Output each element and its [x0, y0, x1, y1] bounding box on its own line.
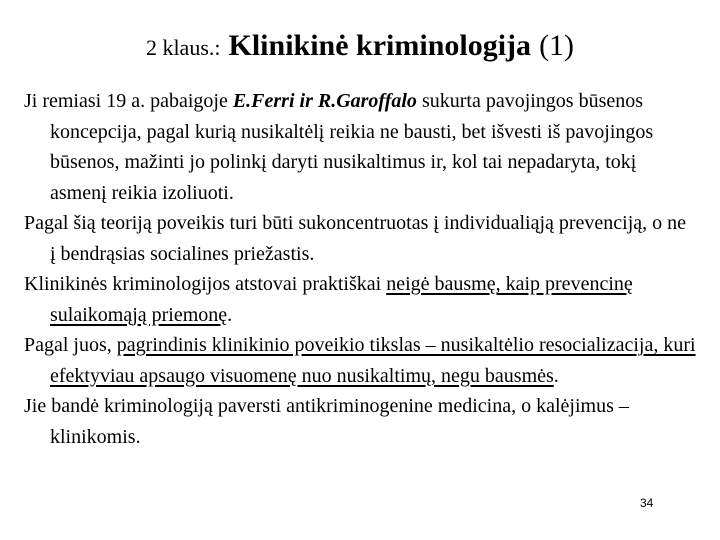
paragraph-3 — [24, 269, 696, 330]
paragraph-3-text-a: Klinikinės kriminologijos atstovai praktiškai — [24, 273, 387, 295]
paragraph-2: Pagal šią teoriją poveikis turi būti sukoncentruotas į individualiąją prevenciją, o ne į bendrąsias socialines priežastis. — [24, 212, 687, 265]
paragraph-3-text-c: . — [227, 303, 233, 326]
paragraph-3-underlined: neigė bausmę, kaip prevencinę sulaikomąją priemonę — [50, 273, 633, 326]
title-prefix: 2 klaus.: — [145, 35, 221, 60]
paragraph-4 — [24, 330, 696, 391]
paragraph-1 — [24, 86, 696, 208]
page-number: 34 — [640, 496, 654, 510]
paragraph-5: Jie bandė kriminologiją paversti antikriminogenine medicina, o kalėjimus – klinikomis. — [24, 395, 629, 448]
paragraph-1-authors: E.Ferri ir R.Garoffalo — [232, 90, 417, 112]
slide-title — [0, 26, 720, 71]
paragraph-1-text-a: Ji remiasi 19 a. pabaigoje — [24, 90, 233, 112]
paragraph-4-underlined: pagrindinis klinikinio poveikio tikslas – nusikaltėlio resocializacija, kuri efektyviau apsaugo visuomenę nuo nusikaltimų, negu bausmės — [50, 334, 696, 387]
paragraph-1-text-c: sukurta pavojingos būsenos koncepcija, pagal kurią nusikaltėlį reikia ne bausti, bet išvesti iš pavojingos būsenos, mažinti jo polinkį daryti nusikaltimus ir, kol tai nepadaryta, tokį asmenį reikia izoliuoti. — [50, 90, 654, 204]
slide-body — [24, 86, 696, 452]
paragraph-4-text-a: Pagal juos, — [24, 334, 117, 356]
title-main: Klinikinė kriminologija — [228, 29, 532, 62]
title-number: (1) — [539, 29, 575, 62]
paragraph-4-text-c: . — [553, 364, 559, 387]
